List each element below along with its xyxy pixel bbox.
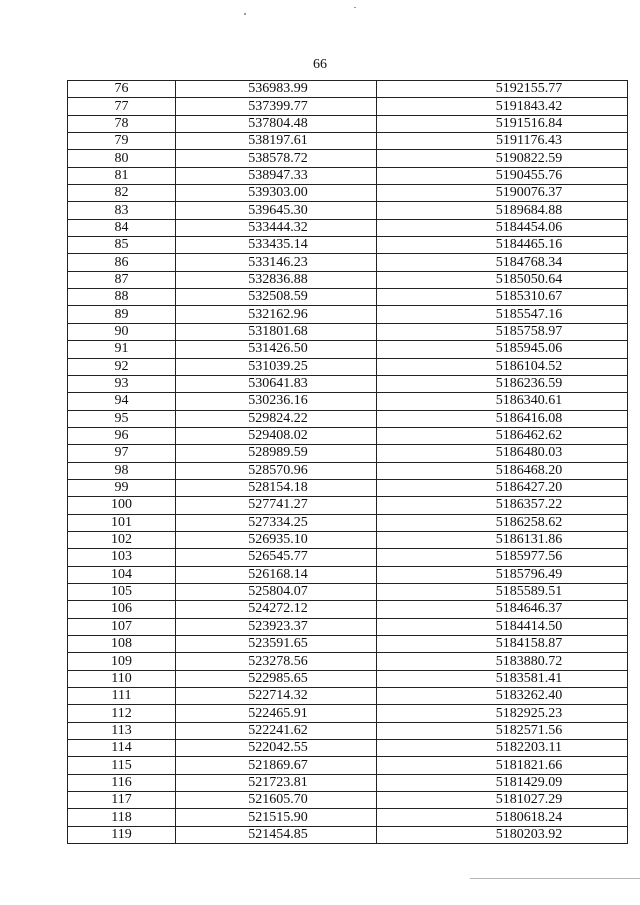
x-coordinate-cell: 537399.77 [176,98,377,115]
y-coordinate-cell: 5182571.56 [377,722,628,739]
y-coordinate-cell: 5186104.52 [377,358,628,375]
point-number-cell: 94 [68,393,176,410]
point-number-cell: 92 [68,358,176,375]
x-coordinate-cell: 523923.37 [176,618,377,635]
x-coordinate-cell: 521605.70 [176,792,377,809]
x-coordinate-cell: 529824.22 [176,410,377,427]
table-row [68,410,628,427]
point-number-cell: 113 [68,722,176,739]
table-row [68,98,628,115]
x-coordinate-cell: 531801.68 [176,323,377,340]
point-number-cell: 107 [68,618,176,635]
x-coordinate-cell: 538947.33 [176,167,377,184]
x-coordinate-cell: 536983.99 [176,81,377,98]
point-number-cell: 100 [68,497,176,514]
point-number-cell: 98 [68,462,176,479]
point-number-cell: 96 [68,427,176,444]
y-coordinate-cell: 5190076.37 [377,185,628,202]
x-coordinate-cell: 532162.96 [176,306,377,323]
y-coordinate-cell: 5186480.03 [377,445,628,462]
x-coordinate-cell: 525804.07 [176,583,377,600]
y-coordinate-cell: 5185945.06 [377,341,628,358]
point-number-cell: 118 [68,809,176,826]
x-coordinate-cell: 523591.65 [176,636,377,653]
x-coordinate-cell: 538197.61 [176,133,377,150]
y-coordinate-cell: 5180618.24 [377,809,628,826]
table-row [68,514,628,531]
point-number-cell: 101 [68,514,176,531]
x-coordinate-cell: 528570.96 [176,462,377,479]
x-coordinate-cell: 526545.77 [176,549,377,566]
table-row [68,722,628,739]
table-row [68,185,628,202]
table-row [68,601,628,618]
point-number-cell: 77 [68,98,176,115]
x-coordinate-cell: 521723.81 [176,774,377,791]
point-number-cell: 91 [68,341,176,358]
point-number-cell: 95 [68,410,176,427]
y-coordinate-cell: 5184646.37 [377,601,628,618]
table-row [68,167,628,184]
y-coordinate-cell: 5181027.29 [377,792,628,809]
table-row [68,271,628,288]
x-coordinate-cell: 521454.85 [176,826,377,843]
x-coordinate-cell: 531426.50 [176,341,377,358]
y-coordinate-cell: 5184768.34 [377,254,628,271]
table-row [68,757,628,774]
x-coordinate-cell: 537804.48 [176,115,377,132]
table-row [68,133,628,150]
point-number-cell: 108 [68,636,176,653]
x-coordinate-cell: 530236.16 [176,393,377,410]
point-number-cell: 111 [68,688,176,705]
y-coordinate-cell: 5182203.11 [377,740,628,757]
y-coordinate-cell: 5191843.42 [377,98,628,115]
table-row [68,479,628,496]
y-coordinate-cell: 5185589.51 [377,583,628,600]
x-coordinate-cell: 533444.32 [176,219,377,236]
point-number-cell: 106 [68,601,176,618]
point-number-cell: 88 [68,289,176,306]
scan-mark [244,13,246,15]
y-coordinate-cell: 5186258.62 [377,514,628,531]
y-coordinate-cell: 5192155.77 [377,81,628,98]
table-row [68,774,628,791]
y-coordinate-cell: 5183581.41 [377,670,628,687]
point-number-cell: 114 [68,740,176,757]
x-coordinate-cell: 538578.72 [176,150,377,167]
point-number-cell: 117 [68,792,176,809]
x-coordinate-cell: 522241.62 [176,722,377,739]
table-row [68,115,628,132]
table-row [68,445,628,462]
x-coordinate-cell: 524272.12 [176,601,377,618]
point-number-cell: 87 [68,271,176,288]
x-coordinate-cell: 522985.65 [176,670,377,687]
table-row [68,826,628,843]
x-coordinate-cell: 521869.67 [176,757,377,774]
x-coordinate-cell: 532836.88 [176,271,377,288]
scan-mark [354,7,356,8]
point-number-cell: 103 [68,549,176,566]
y-coordinate-cell: 5190455.76 [377,167,628,184]
table-row [68,566,628,583]
x-coordinate-cell: 522042.55 [176,740,377,757]
table-row [68,237,628,254]
x-coordinate-cell: 533146.23 [176,254,377,271]
y-coordinate-cell: 5186357.22 [377,497,628,514]
table-row [68,618,628,635]
table-row [68,462,628,479]
x-coordinate-cell: 526168.14 [176,566,377,583]
y-coordinate-cell: 5181429.09 [377,774,628,791]
point-number-cell: 81 [68,167,176,184]
y-coordinate-cell: 5181821.66 [377,757,628,774]
x-coordinate-cell: 531039.25 [176,358,377,375]
x-coordinate-cell: 530641.83 [176,375,377,392]
table-row [68,393,628,410]
y-coordinate-cell: 5185977.56 [377,549,628,566]
y-coordinate-cell: 5186416.08 [377,410,628,427]
y-coordinate-cell: 5185310.67 [377,289,628,306]
table-row [68,740,628,757]
y-coordinate-cell: 5185547.16 [377,306,628,323]
table-row [68,497,628,514]
table-row [68,358,628,375]
y-coordinate-cell: 5184465.16 [377,237,628,254]
y-coordinate-cell: 5184414.50 [377,618,628,635]
table-row [68,531,628,548]
table-row [68,792,628,809]
table-row [68,323,628,340]
table-row [68,549,628,566]
y-coordinate-cell: 5186468.20 [377,462,628,479]
table-row [68,219,628,236]
point-number-cell: 102 [68,531,176,548]
table-row [68,670,628,687]
table-row [68,289,628,306]
point-number-cell: 93 [68,375,176,392]
x-coordinate-cell: 526935.10 [176,531,377,548]
point-number-cell: 82 [68,185,176,202]
point-number-cell: 99 [68,479,176,496]
coordinates-table-body [68,81,628,844]
y-coordinate-cell: 5189684.88 [377,202,628,219]
table-row [68,341,628,358]
y-coordinate-cell: 5184454.06 [377,219,628,236]
y-coordinate-cell: 5191516.84 [377,115,628,132]
table-row [68,254,628,271]
x-coordinate-cell: 522465.91 [176,705,377,722]
point-number-cell: 85 [68,237,176,254]
y-coordinate-cell: 5185758.97 [377,323,628,340]
point-number-cell: 86 [68,254,176,271]
x-coordinate-cell: 529408.02 [176,427,377,444]
point-number-cell: 105 [68,583,176,600]
table-row [68,202,628,219]
point-number-cell: 80 [68,150,176,167]
point-number-cell: 109 [68,653,176,670]
y-coordinate-cell: 5186462.62 [377,427,628,444]
point-number-cell: 89 [68,306,176,323]
point-number-cell: 90 [68,323,176,340]
coordinates-table [67,80,628,844]
table-row [68,306,628,323]
y-coordinate-cell: 5183262.40 [377,688,628,705]
x-coordinate-cell: 528154.18 [176,479,377,496]
y-coordinate-cell: 5184158.87 [377,636,628,653]
point-number-cell: 119 [68,826,176,843]
point-number-cell: 79 [68,133,176,150]
y-coordinate-cell: 5185050.64 [377,271,628,288]
y-coordinate-cell: 5185796.49 [377,566,628,583]
x-coordinate-cell: 527334.25 [176,514,377,531]
point-number-cell: 104 [68,566,176,583]
x-coordinate-cell: 527741.27 [176,497,377,514]
table-row [68,583,628,600]
x-coordinate-cell: 522714.32 [176,688,377,705]
table-row [68,150,628,167]
scan-rule [470,878,640,879]
x-coordinate-cell: 539303.00 [176,185,377,202]
page-number: 66 [313,57,327,72]
point-number-cell: 97 [68,445,176,462]
y-coordinate-cell: 5186131.86 [377,531,628,548]
table-row [68,81,628,98]
y-coordinate-cell: 5190822.59 [377,150,628,167]
x-coordinate-cell: 533435.14 [176,237,377,254]
table-row [68,375,628,392]
point-number-cell: 84 [68,219,176,236]
x-coordinate-cell: 521515.90 [176,809,377,826]
point-number-cell: 83 [68,202,176,219]
y-coordinate-cell: 5183880.72 [377,653,628,670]
x-coordinate-cell: 528989.59 [176,445,377,462]
table-row [68,705,628,722]
point-number-cell: 110 [68,670,176,687]
y-coordinate-cell: 5186427.20 [377,479,628,496]
table-row [68,427,628,444]
y-coordinate-cell: 5186340.61 [377,393,628,410]
x-coordinate-cell: 523278.56 [176,653,377,670]
point-number-cell: 78 [68,115,176,132]
table-row [68,653,628,670]
table-row [68,688,628,705]
y-coordinate-cell: 5180203.92 [377,826,628,843]
y-coordinate-cell: 5186236.59 [377,375,628,392]
y-coordinate-cell: 5182925.23 [377,705,628,722]
x-coordinate-cell: 539645.30 [176,202,377,219]
point-number-cell: 115 [68,757,176,774]
table-row [68,636,628,653]
point-number-cell: 112 [68,705,176,722]
x-coordinate-cell: 532508.59 [176,289,377,306]
table-row [68,809,628,826]
point-number-cell: 76 [68,81,176,98]
y-coordinate-cell: 5191176.43 [377,133,628,150]
point-number-cell: 116 [68,774,176,791]
